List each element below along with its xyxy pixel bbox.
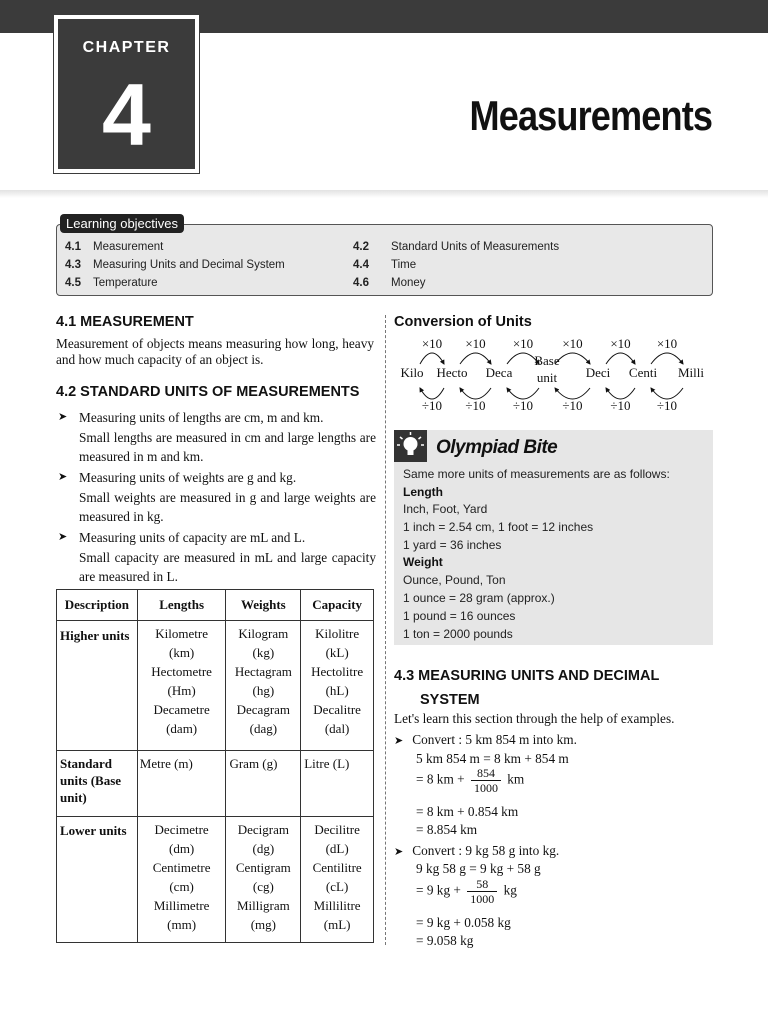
multiply-arrow xyxy=(420,353,444,364)
multiply-label: ×10 xyxy=(512,336,534,351)
unit-label: unit xyxy=(536,370,558,385)
example-2-step: 9 kg 58 g = 9 kg + 58 g xyxy=(416,861,541,876)
table-cell: Metre (m) xyxy=(137,751,226,817)
learning-objectives-tag: Learning objectives xyxy=(60,214,184,233)
table-cell: Decigram (dg) Centigram (cg) Milligram (mg) xyxy=(226,817,301,943)
example-1-result: = 8.854 km xyxy=(416,822,478,837)
multiply-label: ×10 xyxy=(610,336,631,351)
objective-item: 4.2 Standard Units of Measurements xyxy=(353,241,560,253)
example-1-step: = 8 km + 0.854 km xyxy=(416,804,519,819)
multiply-arrow xyxy=(606,353,635,364)
multiply-arrow xyxy=(460,353,491,364)
divide-label: ÷10 xyxy=(656,398,678,413)
table-row xyxy=(57,751,374,817)
measurement-definition: Measurement of objects means measuring how long, heavy and how much capacity of an object is. xyxy=(56,336,374,367)
bullet-item: ➤ Measuring units of lengths are cm, m and km. Small lengths are measured in cm and large lengths are measured in m and km. xyxy=(58,410,376,464)
lightbulb-icon xyxy=(394,430,427,462)
bullet-item: ➤ Measuring units of capacity are mL and L. Small capacity are measured in mL and large capacity are measured in L. xyxy=(58,530,376,584)
divide-label: ÷10 xyxy=(465,398,486,413)
length-fact: 1 yard = 36 inches xyxy=(403,538,502,552)
example-2-result: = 9.058 kg xyxy=(416,933,474,948)
arrow-icon: ➤ xyxy=(58,471,68,483)
objective-item: 4.5 Temperature xyxy=(65,277,158,289)
table-header: Weights xyxy=(226,590,301,621)
unit-label: Kilo xyxy=(400,365,424,380)
multiply-label: ×10 xyxy=(421,336,443,351)
chapter-box xyxy=(54,15,199,173)
weight-heading: Weight xyxy=(403,555,443,569)
unit-label: Base xyxy=(534,353,560,368)
row-label: Standard units (Base unit) xyxy=(57,751,138,817)
table-cell: Kilogram (kg) Hectagram (hg) Decagram (dag) xyxy=(226,621,301,751)
chapter-label: CHAPTER xyxy=(82,39,171,56)
section-heading-4-3: 4.3 MEASURING UNITS AND DECIMAL SYSTEM xyxy=(394,668,660,708)
table-row xyxy=(57,817,374,943)
section-heading-4-2: 4.2 STANDARD UNITS OF MEASUREMENTS xyxy=(56,384,360,400)
section-4-3-intro: Let's learn this section through the help of examples. xyxy=(394,711,675,726)
table-row xyxy=(57,621,374,751)
section-heading-4-1: 4.1 MEASUREMENT xyxy=(56,314,194,330)
table-cell: Decimetre (dm) Centimetre (cm) Millimetre (mm) xyxy=(137,817,226,943)
multiply-arrow xyxy=(555,353,590,364)
olympiad-bite-title: Olympiad Bite xyxy=(436,437,558,458)
arrow-icon: ➤ xyxy=(394,735,404,747)
olympiad-intro: Same more units of measurements are as follows: xyxy=(403,467,670,481)
weight-fact: 1 ounce = 28 gram (approx.) xyxy=(403,591,555,605)
example-2-step: = 9 kg + 0.058 kg xyxy=(416,915,511,930)
multiply-label: ×10 xyxy=(465,336,486,351)
unit-label: Deci xyxy=(585,365,611,380)
table-cell: Kilolitre (kL) Hectolitre (hL) Decalitre (dal) xyxy=(301,621,374,751)
example-1-fraction-step: = 8 km + $\frac{854}{1000}$ km xyxy=(416,766,525,795)
conversion-heading: Conversion of Units xyxy=(394,314,532,330)
header-shadow xyxy=(0,190,768,198)
objective-item: 4.6 Money xyxy=(353,277,426,289)
example-1-prompt: ➤ Convert : 5 km 854 m into km. xyxy=(394,732,577,747)
unit-label: Milli xyxy=(677,365,705,380)
arrow-icon: ➤ xyxy=(394,846,404,858)
divide-label: ÷10 xyxy=(610,398,631,413)
arrow-icon: ➤ xyxy=(58,531,68,543)
row-label: Lower units xyxy=(57,817,138,943)
unit-label: Centi xyxy=(628,365,658,380)
example-2-prompt: ➤ Convert : 9 kg 58 g into kg. xyxy=(394,843,560,858)
divide-label: ÷10 xyxy=(512,398,534,413)
divide-label: ÷10 xyxy=(562,398,583,413)
length-heading: Length xyxy=(403,485,443,499)
length-fact: 1 inch = 2.54 cm, 1 foot = 12 inches xyxy=(403,520,594,534)
weight-units: Ounce, Pound, Ton xyxy=(403,573,506,587)
unit-label: Deca xyxy=(485,365,513,380)
conversion-diagram xyxy=(395,334,715,420)
objective-item: 4.4 Time xyxy=(353,259,417,271)
table-cell: Decilitre (dL) Centilitre (cL) Millilitre (mL) xyxy=(301,817,374,943)
table-header: Lengths xyxy=(137,590,226,621)
example-2-fraction-step: = 9 kg + $\frac{58}{1000}$ kg xyxy=(416,877,517,906)
units-table xyxy=(56,589,374,943)
column-divider xyxy=(385,315,386,945)
weight-fact: 1 pound = 16 ounces xyxy=(403,609,516,623)
example-1-step: 5 km 854 m = 8 km + 854 m xyxy=(416,751,569,766)
table-cell: Gram (g) xyxy=(226,751,301,817)
table-header: Capacity xyxy=(301,590,374,621)
divide-label: ÷10 xyxy=(421,398,443,413)
table-cell: Kilometre (km) Hectometre (Hm) Decametre (dam) xyxy=(137,621,226,751)
multiply-label: ×10 xyxy=(562,336,583,351)
multiply-label: ×10 xyxy=(656,336,678,351)
length-units: Inch, Foot, Yard xyxy=(403,502,488,516)
bullet-item: ➤ Measuring units of weights are g and kg. Small weights are measured in g and large weights are measured in kg. xyxy=(58,470,376,524)
multiply-arrow xyxy=(651,353,683,364)
objective-item: 4.3 Measuring Units and Decimal System xyxy=(65,259,285,271)
weight-fact: 1 ton = 2000 pounds xyxy=(403,627,513,641)
unit-label: Hecto xyxy=(436,365,468,380)
arrow-icon: ➤ xyxy=(58,411,68,423)
chapter-number: 4 xyxy=(102,65,151,164)
objective-item: 4.1 Measurement xyxy=(65,241,164,253)
olympiad-bite-box xyxy=(394,430,713,645)
table-header-row xyxy=(57,590,374,621)
page-title: Measurements xyxy=(469,92,712,139)
table-cell: Litre (L) xyxy=(301,751,374,817)
table-header: Description xyxy=(57,590,138,621)
row-label: Higher units xyxy=(57,621,138,751)
